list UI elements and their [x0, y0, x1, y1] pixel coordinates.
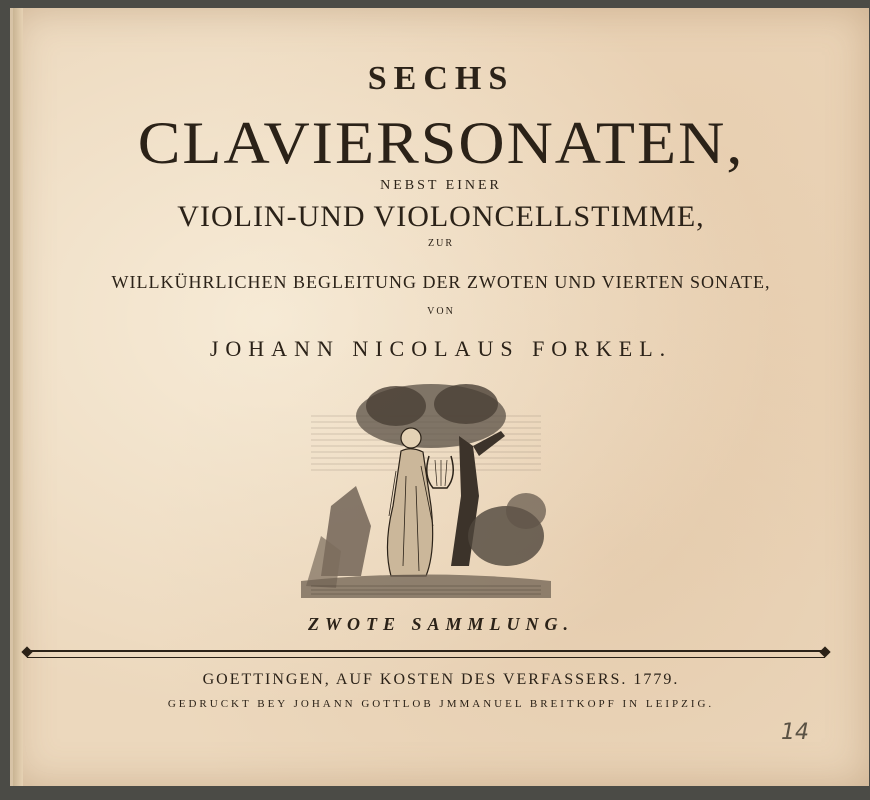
title-line-sechs: SECHS: [367, 60, 515, 97]
ornamental-rule: [27, 650, 825, 658]
subtitle-zur: ZUR: [428, 238, 454, 249]
collection-label: ZWOTE SAMMLUNG.: [307, 614, 575, 634]
subtitle-von: VON: [427, 306, 455, 317]
handwritten-page-number: 14: [781, 720, 809, 745]
imprint-place-date: GOETTINGEN, AUF KOSTEN DES VERFASSERS. 1779.: [202, 671, 680, 688]
engraving-lyre-player-icon: [301, 376, 551, 598]
imprint-printer: GEDRUCKT BEY JOHANN GOTTLOB JMMANUEL BREITKOPF IN LEIPZIG.: [167, 698, 715, 710]
subtitle-begleitung: WILLKÜHRLICHEN BEGLEITUNG DER ZWOTEN UND VIERTEN SONATE,: [111, 272, 771, 292]
title-line-claviersonaten: CLAVIERSONATEN,: [137, 108, 745, 177]
author-name: JOHANN NICOLAUS FORKEL.: [209, 336, 673, 361]
subtitle-violin: VIOLIN-UND VIOLONCELLSTIMME,: [177, 200, 705, 233]
title-page: [10, 8, 869, 786]
subtitle-nebst-einer: NEBST EINER: [380, 178, 502, 193]
